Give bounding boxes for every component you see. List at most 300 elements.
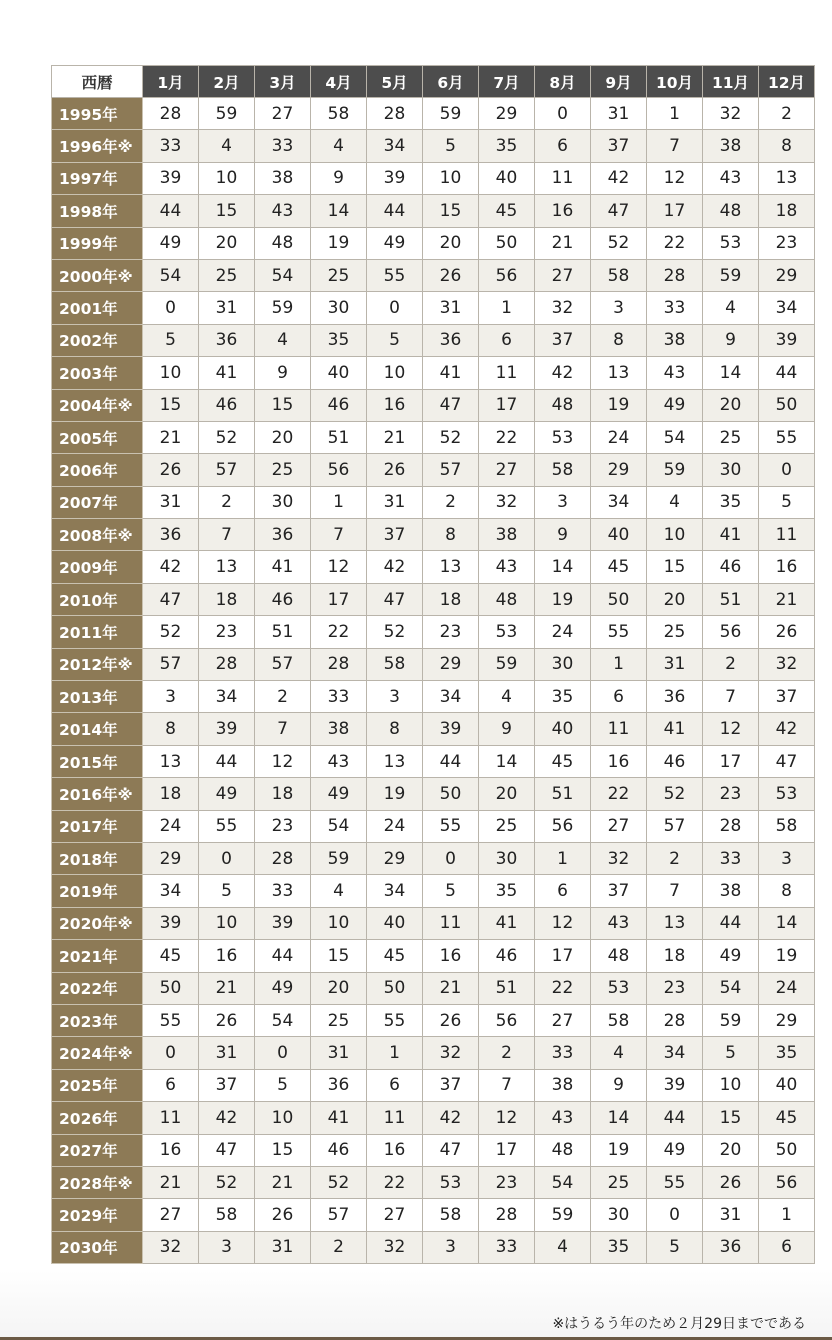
value-cell: 6 <box>535 875 591 907</box>
table-row <box>52 907 815 939</box>
value-cell: 13 <box>759 162 815 194</box>
value-cell: 52 <box>591 227 647 259</box>
year-cell: 2019年 <box>52 875 143 907</box>
value-cell: 44 <box>199 745 255 777</box>
value-cell: 56 <box>759 1166 815 1198</box>
value-cell: 21 <box>759 583 815 615</box>
value-cell: 36 <box>311 1069 367 1101</box>
year-cell: 2026年 <box>52 1102 143 1134</box>
value-cell: 11 <box>479 357 535 389</box>
value-cell: 7 <box>255 713 311 745</box>
value-cell: 31 <box>703 1199 759 1231</box>
value-cell: 34 <box>647 1037 703 1069</box>
value-cell: 30 <box>591 1199 647 1231</box>
value-cell: 53 <box>479 616 535 648</box>
value-cell: 4 <box>255 324 311 356</box>
value-cell: 47 <box>591 195 647 227</box>
value-cell: 11 <box>759 519 815 551</box>
value-cell: 3 <box>591 292 647 324</box>
value-cell: 36 <box>703 1231 759 1263</box>
table-row <box>52 1199 815 1231</box>
table-row <box>52 842 815 874</box>
value-cell: 4 <box>703 292 759 324</box>
value-cell: 58 <box>591 1004 647 1036</box>
value-cell: 22 <box>367 1166 423 1198</box>
value-cell: 16 <box>535 195 591 227</box>
value-cell: 17 <box>703 745 759 777</box>
value-cell: 35 <box>703 486 759 518</box>
value-cell: 4 <box>311 875 367 907</box>
value-cell: 39 <box>199 713 255 745</box>
value-cell: 26 <box>255 1199 311 1231</box>
value-cell: 52 <box>199 421 255 453</box>
value-cell: 3 <box>759 842 815 874</box>
value-cell: 39 <box>143 907 199 939</box>
value-cell: 20 <box>199 227 255 259</box>
value-cell: 14 <box>535 551 591 583</box>
value-cell: 50 <box>759 1134 815 1166</box>
year-cell: 2027年 <box>52 1134 143 1166</box>
value-cell: 52 <box>311 1166 367 1198</box>
value-cell: 34 <box>591 486 647 518</box>
table-row <box>52 324 815 356</box>
value-cell: 39 <box>759 324 815 356</box>
table-row <box>52 1102 815 1134</box>
month-header: 6月 <box>423 66 479 98</box>
table-row <box>52 648 815 680</box>
table-row <box>52 1037 815 1069</box>
value-cell: 8 <box>591 324 647 356</box>
value-cell: 33 <box>647 292 703 324</box>
value-cell: 35 <box>591 1231 647 1263</box>
value-cell: 29 <box>759 1004 815 1036</box>
value-cell: 25 <box>647 616 703 648</box>
value-cell: 49 <box>647 1134 703 1166</box>
value-cell: 34 <box>143 875 199 907</box>
value-cell: 38 <box>647 324 703 356</box>
value-cell: 34 <box>367 130 423 162</box>
value-cell: 28 <box>647 259 703 291</box>
value-cell: 35 <box>479 875 535 907</box>
value-cell: 36 <box>255 519 311 551</box>
value-cell: 47 <box>423 1134 479 1166</box>
value-cell: 56 <box>535 810 591 842</box>
table-row <box>52 681 815 713</box>
value-cell: 25 <box>703 421 759 453</box>
value-cell: 42 <box>759 713 815 745</box>
table-header-row <box>52 66 815 98</box>
value-cell: 26 <box>143 454 199 486</box>
value-cell: 53 <box>535 421 591 453</box>
value-cell: 43 <box>647 357 703 389</box>
value-cell: 6 <box>367 1069 423 1101</box>
value-cell: 47 <box>143 583 199 615</box>
value-cell: 33 <box>479 1231 535 1263</box>
value-cell: 43 <box>255 195 311 227</box>
value-cell: 47 <box>423 389 479 421</box>
value-cell: 6 <box>591 681 647 713</box>
value-cell: 7 <box>199 519 255 551</box>
value-cell: 48 <box>703 195 759 227</box>
table-row <box>52 778 815 810</box>
value-cell: 31 <box>423 292 479 324</box>
value-cell: 52 <box>143 616 199 648</box>
value-cell: 36 <box>647 681 703 713</box>
value-cell: 7 <box>479 1069 535 1101</box>
year-cell: 2016年※ <box>52 778 143 810</box>
value-cell: 25 <box>311 1004 367 1036</box>
year-cell: 1996年※ <box>52 130 143 162</box>
value-cell: 54 <box>255 259 311 291</box>
value-cell: 23 <box>255 810 311 842</box>
value-cell: 28 <box>703 810 759 842</box>
value-cell: 42 <box>535 357 591 389</box>
value-cell: 51 <box>703 583 759 615</box>
value-cell: 17 <box>479 1134 535 1166</box>
value-cell: 52 <box>423 421 479 453</box>
value-cell: 48 <box>479 583 535 615</box>
value-cell: 30 <box>535 648 591 680</box>
value-cell: 28 <box>367 98 423 130</box>
year-cell: 2020年※ <box>52 907 143 939</box>
value-cell: 31 <box>199 292 255 324</box>
month-header: 8月 <box>535 66 591 98</box>
value-cell: 45 <box>759 1102 815 1134</box>
table-row <box>52 551 815 583</box>
value-cell: 32 <box>423 1037 479 1069</box>
value-cell: 16 <box>199 940 255 972</box>
value-cell: 7 <box>647 130 703 162</box>
value-cell: 25 <box>199 259 255 291</box>
value-cell: 35 <box>759 1037 815 1069</box>
value-cell: 21 <box>423 972 479 1004</box>
month-header: 3月 <box>255 66 311 98</box>
year-cell: 2005年 <box>52 421 143 453</box>
value-cell: 4 <box>535 1231 591 1263</box>
value-cell: 53 <box>591 972 647 1004</box>
table-row <box>52 486 815 518</box>
value-cell: 50 <box>423 778 479 810</box>
value-cell: 35 <box>311 324 367 356</box>
year-cell: 2004年※ <box>52 389 143 421</box>
table-row <box>52 1004 815 1036</box>
value-cell: 43 <box>591 907 647 939</box>
value-cell: 58 <box>311 98 367 130</box>
value-cell: 38 <box>479 519 535 551</box>
value-cell: 25 <box>311 259 367 291</box>
value-cell: 5 <box>143 324 199 356</box>
value-cell: 59 <box>255 292 311 324</box>
value-cell: 38 <box>311 713 367 745</box>
year-cell: 2022年 <box>52 972 143 1004</box>
value-cell: 12 <box>647 162 703 194</box>
value-cell: 5 <box>647 1231 703 1263</box>
value-cell: 54 <box>535 1166 591 1198</box>
value-cell: 38 <box>535 1069 591 1101</box>
year-cell: 2021年 <box>52 940 143 972</box>
value-cell: 15 <box>703 1102 759 1134</box>
month-header: 7月 <box>479 66 535 98</box>
year-cell: 2001年 <box>52 292 143 324</box>
value-cell: 27 <box>479 454 535 486</box>
value-cell: 33 <box>255 875 311 907</box>
value-cell: 10 <box>143 357 199 389</box>
value-cell: 18 <box>759 195 815 227</box>
value-cell: 24 <box>535 616 591 648</box>
value-cell: 2 <box>647 842 703 874</box>
value-cell: 24 <box>367 810 423 842</box>
value-cell: 55 <box>423 810 479 842</box>
value-cell: 45 <box>479 195 535 227</box>
value-cell: 41 <box>311 1102 367 1134</box>
year-cell: 2015年 <box>52 745 143 777</box>
value-cell: 13 <box>199 551 255 583</box>
value-cell: 58 <box>535 454 591 486</box>
value-cell: 29 <box>479 98 535 130</box>
value-cell: 21 <box>143 1166 199 1198</box>
value-cell: 11 <box>535 162 591 194</box>
value-cell: 54 <box>255 1004 311 1036</box>
value-cell: 14 <box>759 907 815 939</box>
table-row <box>52 1166 815 1198</box>
value-cell: 58 <box>199 1199 255 1231</box>
value-cell: 59 <box>423 98 479 130</box>
value-cell: 48 <box>591 940 647 972</box>
value-cell: 59 <box>199 98 255 130</box>
year-cell: 1999年 <box>52 227 143 259</box>
value-cell: 9 <box>255 357 311 389</box>
value-cell: 13 <box>423 551 479 583</box>
value-cell: 31 <box>255 1231 311 1263</box>
table-row <box>52 940 815 972</box>
value-cell: 39 <box>647 1069 703 1101</box>
year-cell: 2012年※ <box>52 648 143 680</box>
value-cell: 38 <box>703 875 759 907</box>
value-cell: 29 <box>591 454 647 486</box>
value-cell: 46 <box>199 389 255 421</box>
value-cell: 24 <box>591 421 647 453</box>
value-cell: 58 <box>591 259 647 291</box>
value-cell: 49 <box>143 227 199 259</box>
value-cell: 5 <box>703 1037 759 1069</box>
value-cell: 46 <box>647 745 703 777</box>
value-cell: 44 <box>759 357 815 389</box>
value-cell: 47 <box>759 745 815 777</box>
year-cell: 2024年※ <box>52 1037 143 1069</box>
value-cell: 30 <box>479 842 535 874</box>
value-cell: 21 <box>199 972 255 1004</box>
value-cell: 0 <box>759 454 815 486</box>
value-cell: 26 <box>703 1166 759 1198</box>
value-cell: 29 <box>423 648 479 680</box>
value-cell: 44 <box>367 195 423 227</box>
value-cell: 46 <box>703 551 759 583</box>
value-cell: 41 <box>703 519 759 551</box>
table-row <box>52 130 815 162</box>
value-cell: 32 <box>759 648 815 680</box>
value-cell: 14 <box>479 745 535 777</box>
value-cell: 33 <box>143 130 199 162</box>
value-cell: 4 <box>311 130 367 162</box>
year-cell: 2008年※ <box>52 519 143 551</box>
value-cell: 26 <box>199 1004 255 1036</box>
value-cell: 15 <box>423 195 479 227</box>
value-cell: 49 <box>255 972 311 1004</box>
value-cell: 51 <box>479 972 535 1004</box>
value-cell: 8 <box>759 130 815 162</box>
value-cell: 3 <box>199 1231 255 1263</box>
value-cell: 40 <box>311 357 367 389</box>
value-cell: 25 <box>591 1166 647 1198</box>
value-cell: 53 <box>423 1166 479 1198</box>
value-cell: 16 <box>367 389 423 421</box>
value-cell: 27 <box>143 1199 199 1231</box>
value-cell: 32 <box>703 98 759 130</box>
value-cell: 45 <box>143 940 199 972</box>
value-cell: 45 <box>591 551 647 583</box>
value-cell: 0 <box>367 292 423 324</box>
value-cell: 45 <box>535 745 591 777</box>
month-header: 11月 <box>703 66 759 98</box>
value-cell: 27 <box>535 259 591 291</box>
value-cell: 16 <box>143 1134 199 1166</box>
value-cell: 50 <box>143 972 199 1004</box>
value-cell: 0 <box>199 842 255 874</box>
value-cell: 13 <box>647 907 703 939</box>
value-cell: 8 <box>143 713 199 745</box>
value-cell: 9 <box>479 713 535 745</box>
value-cell: 23 <box>423 616 479 648</box>
value-cell: 8 <box>759 875 815 907</box>
value-cell: 43 <box>479 551 535 583</box>
value-cell: 18 <box>255 778 311 810</box>
value-cell: 9 <box>311 162 367 194</box>
year-cell: 2028年※ <box>52 1166 143 1198</box>
value-cell: 19 <box>591 389 647 421</box>
value-cell: 40 <box>367 907 423 939</box>
value-cell: 32 <box>143 1231 199 1263</box>
value-cell: 47 <box>199 1134 255 1166</box>
value-cell: 44 <box>423 745 479 777</box>
value-cell: 31 <box>199 1037 255 1069</box>
value-cell: 35 <box>535 681 591 713</box>
table-row <box>52 972 815 1004</box>
table-row <box>52 259 815 291</box>
value-cell: 7 <box>311 519 367 551</box>
value-cell: 37 <box>367 519 423 551</box>
value-cell: 28 <box>647 1004 703 1036</box>
table-row <box>52 810 815 842</box>
year-cell: 1995年 <box>52 98 143 130</box>
value-cell: 59 <box>311 842 367 874</box>
value-cell: 8 <box>367 713 423 745</box>
value-cell: 55 <box>367 1004 423 1036</box>
value-cell: 1 <box>479 292 535 324</box>
corner-header: 西暦 <box>52 66 143 98</box>
value-cell: 10 <box>423 162 479 194</box>
value-cell: 57 <box>255 648 311 680</box>
value-cell: 59 <box>647 454 703 486</box>
value-cell: 57 <box>199 454 255 486</box>
year-cell: 2003年 <box>52 357 143 389</box>
value-cell: 38 <box>255 162 311 194</box>
table-row <box>52 519 815 551</box>
value-cell: 16 <box>759 551 815 583</box>
value-cell: 39 <box>143 162 199 194</box>
value-cell: 23 <box>703 778 759 810</box>
value-cell: 55 <box>759 421 815 453</box>
value-cell: 42 <box>143 551 199 583</box>
table-row <box>52 1069 815 1101</box>
value-cell: 17 <box>647 195 703 227</box>
value-cell: 57 <box>647 810 703 842</box>
value-cell: 5 <box>255 1069 311 1101</box>
value-cell: 31 <box>647 648 703 680</box>
value-cell: 36 <box>143 519 199 551</box>
value-cell: 9 <box>703 324 759 356</box>
value-cell: 32 <box>591 842 647 874</box>
value-cell: 10 <box>255 1102 311 1134</box>
value-cell: 29 <box>143 842 199 874</box>
value-cell: 56 <box>703 616 759 648</box>
value-cell: 6 <box>535 130 591 162</box>
value-cell: 3 <box>367 681 423 713</box>
value-cell: 57 <box>311 1199 367 1231</box>
value-cell: 5 <box>423 130 479 162</box>
value-cell: 32 <box>479 486 535 518</box>
value-cell: 51 <box>311 421 367 453</box>
value-cell: 13 <box>367 745 423 777</box>
value-cell: 32 <box>535 292 591 324</box>
year-cell: 2000年※ <box>52 259 143 291</box>
table-row <box>52 421 815 453</box>
value-cell: 20 <box>423 227 479 259</box>
value-cell: 0 <box>143 292 199 324</box>
value-cell: 45 <box>367 940 423 972</box>
value-cell: 44 <box>143 195 199 227</box>
value-cell: 0 <box>647 1199 703 1231</box>
table-row <box>52 454 815 486</box>
value-cell: 27 <box>367 1199 423 1231</box>
value-cell: 1 <box>591 648 647 680</box>
month-header: 4月 <box>311 66 367 98</box>
value-cell: 9 <box>535 519 591 551</box>
year-cell: 2018年 <box>52 842 143 874</box>
table-row <box>52 616 815 648</box>
value-cell: 42 <box>367 551 423 583</box>
table-row <box>52 1231 815 1263</box>
value-cell: 33 <box>311 681 367 713</box>
value-cell: 1 <box>647 98 703 130</box>
value-cell: 4 <box>647 486 703 518</box>
value-cell: 16 <box>423 940 479 972</box>
value-cell: 46 <box>311 1134 367 1166</box>
value-cell: 50 <box>759 389 815 421</box>
value-cell: 54 <box>311 810 367 842</box>
value-cell: 58 <box>367 648 423 680</box>
year-cell: 2017年 <box>52 810 143 842</box>
table-row <box>52 713 815 745</box>
value-cell: 6 <box>479 324 535 356</box>
value-cell: 11 <box>143 1102 199 1134</box>
value-cell: 55 <box>647 1166 703 1198</box>
value-cell: 25 <box>255 454 311 486</box>
value-cell: 51 <box>255 616 311 648</box>
value-cell: 22 <box>479 421 535 453</box>
value-cell: 2 <box>703 648 759 680</box>
year-cell: 2009年 <box>52 551 143 583</box>
value-cell: 22 <box>311 616 367 648</box>
